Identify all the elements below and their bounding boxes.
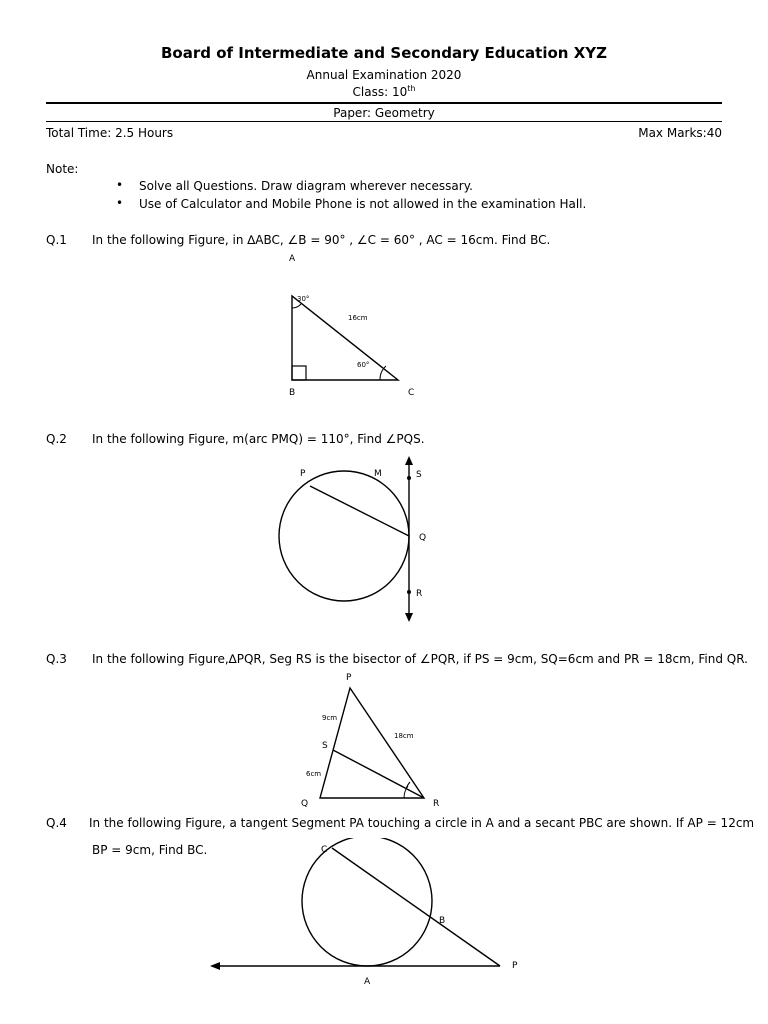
- vertex-label: P: [346, 673, 352, 683]
- max-marks: Max Marks:40: [638, 126, 722, 140]
- class-sup: th: [407, 84, 416, 93]
- vertex-label: Q: [301, 799, 309, 809]
- triangle-abc-figure: [270, 250, 440, 400]
- exam-name: Annual Examination 2020: [306, 68, 462, 82]
- question-text-continued: BP = 9cm, Find BC.: [92, 843, 208, 857]
- point-label: Q: [419, 533, 427, 543]
- class-label: [0, 84, 768, 99]
- side-label: 6cm: [306, 770, 322, 778]
- class-text: Class: 10: [352, 85, 408, 99]
- vertex-label: S: [322, 741, 328, 751]
- bullet-icon: •: [116, 196, 124, 210]
- question-number: Q.4: [46, 816, 67, 830]
- total-time: Total Time: 2.5 Hours: [46, 126, 174, 140]
- side-label: 9cm: [322, 714, 338, 722]
- note-item: Use of Calculator and Mobile Phone is not allowed in the examination Hall.: [139, 197, 587, 211]
- circle-tangent-figure: [270, 452, 450, 624]
- point-label: M: [374, 469, 382, 479]
- note-item: Solve all Questions. Draw diagram wherever necessary.: [139, 179, 473, 193]
- point-label: B: [439, 916, 446, 926]
- vertex-label: A: [289, 254, 296, 264]
- question-text: In the following Figure,∆PQR, Seg RS is the bisector of ∠PQR, if PS = 9cm, SQ=6cm and PR = 18cm, Find QR.: [92, 652, 748, 666]
- question-number: Q.2: [46, 432, 67, 446]
- point-label: S: [416, 470, 422, 480]
- question-text: In the following Figure, in ∆ABC, ∠B = 90° , ∠C = 60° , AC = 16cm. Find BC.: [92, 233, 551, 247]
- header-rule-bottom: [46, 121, 722, 122]
- bullet-icon: •: [116, 178, 124, 192]
- angle-label: 30°: [297, 295, 310, 303]
- vertex-label: B: [289, 388, 296, 398]
- vertex-label: R: [433, 799, 440, 809]
- vertex-label: C: [408, 388, 415, 398]
- point-label: R: [416, 589, 423, 599]
- triangle-pqr-figure: [290, 668, 450, 812]
- point-label: P: [512, 961, 518, 971]
- question-text: In the following Figure, a tangent Segment PA touching a circle in A and a secant PBC are shown. If AP = 12cm: [89, 816, 755, 830]
- paper-name: Paper: Geometry: [333, 106, 435, 120]
- note-label: Note:: [46, 162, 79, 176]
- circle-secant-figure: [200, 838, 540, 988]
- question-number: Q.1: [46, 233, 67, 247]
- question-text: In the following Figure, m(arc PMQ) = 110°, Find ∠PQS.: [92, 432, 425, 446]
- question-number: Q.3: [46, 652, 67, 666]
- angle-label: 60°: [357, 361, 370, 369]
- side-label: 16cm: [348, 314, 368, 322]
- point-label: P: [300, 469, 306, 479]
- header-rule-top: [46, 102, 722, 104]
- page-title: Board of Intermediate and Secondary Education XYZ: [160, 44, 607, 62]
- point-label: C: [321, 845, 328, 855]
- side-label: 18cm: [394, 732, 414, 740]
- point-label: A: [364, 977, 371, 987]
